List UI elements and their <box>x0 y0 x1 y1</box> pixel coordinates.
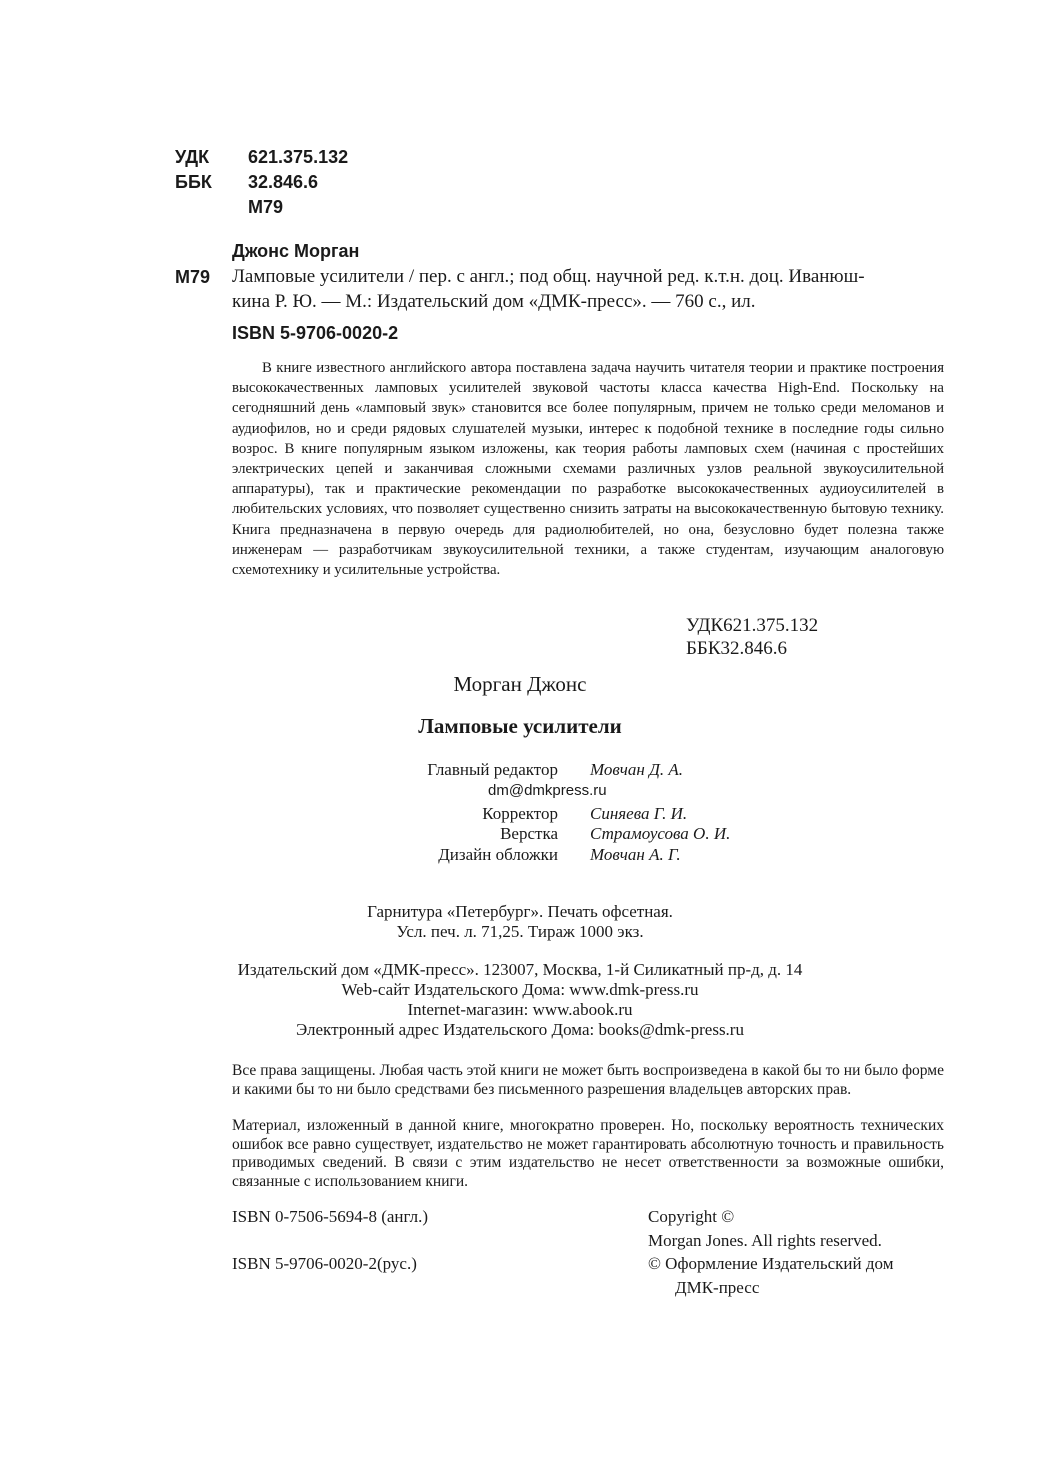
citation-isbn: ISBN 5-9706-0020-2 <box>232 323 399 343</box>
udk-right: УДК621.375.132 <box>686 615 819 636</box>
publisher-shop: Internet-магазин: www.abook.ru <box>407 1000 633 1019</box>
publisher-address: Издательский дом «ДМК-пресс». 123007, Москва, 1-й Силикатный пр-д, д. 14 <box>237 960 803 979</box>
rights-paragraph-2: Материал, изложенный в данной книге, многократно проверен. Но, поскольку вероятность технических ошибок все равно существует, издательство не может гарантировать абсолютную точность и правильность приводимых сведений. В связи с этим издательство не несет ответственности за возможные ошибки, связанные с использованием книги. <box>232 1117 944 1190</box>
publisher-website: Web-сайт Издательского Дома: www.dmk-press.ru <box>341 980 699 999</box>
isbn-english: ISBN 0-7506-5694-8 (англ.) <box>232 1207 429 1226</box>
editor-email: dm@dmkpress.ru <box>488 782 607 799</box>
author-name: Морган Джонс <box>453 672 587 696</box>
book-title: Ламповые усилители <box>418 714 622 738</box>
chief-editor-role: Главный редактор <box>427 760 558 779</box>
cover-design-name: Мовчан А. Г. <box>590 845 681 864</box>
isbn-russian: ISBN 5-9706-0020-2(рус.) <box>232 1254 417 1273</box>
bbk-value: 32.846.6 <box>248 172 319 192</box>
udk-label: УДК <box>175 147 210 167</box>
copyright-line-4: ДМК-пресс <box>675 1278 760 1297</box>
copyright-line-2: Morgan Jones. All rights reserved. <box>648 1231 882 1250</box>
udk-value: 621.375.132 <box>248 147 349 167</box>
bbk-label: ББК <box>175 172 212 192</box>
bbk-right: ББК32.846.6 <box>686 638 787 659</box>
citation-line-2: кина Р. Ю. — М.: Издательский дом «ДМК-пресс». — 760 с., ил. <box>232 291 756 312</box>
abstract: В книге известного английского автора поставлена задача научить читателя теории и практике построения высококачественных ламповых усилителей звуковой частоты класса качества High-End. Поскольку на сегодняшний день «ламповый звук» становится все более популярным, причем не только среди меломанов и аудиофилов, но и среди рядовых слушателей музыки, интерес к подобной технике в последние годы сильно возрос. В книге популярным языком изложены, как теория работы ламповых схем (начиная с простейших электрических цепей и заканчивая сложными схемами различных узлов реальной звукоусилительной аппаратуры), так и практические рекомендации по разработке высококачественных аудиоусилителей в любительских условиях, что позволяет существенно снизить затраты на высококачественную бытовую технику. Книга предназначена в первую очередь для радиолюбителей, но она, безусловно будет полезна также инженерам — разработчикам звукоусилительной техники, а также студентам, изучающим аналоговую схемотехнику и усилительные устройства. <box>232 360 944 579</box>
copyright-line-1: Copyright © <box>648 1207 735 1226</box>
citation-code: М79 <box>175 267 211 287</box>
citation-author: Джонс Морган <box>232 241 360 261</box>
layout-role: Верстка <box>500 824 558 843</box>
author-sign-code: М79 <box>248 197 284 217</box>
publisher-email: Электронный адрес Издательского Дома: books@dmk-press.ru <box>296 1020 744 1039</box>
copyright-line-3: © Оформление Издательский дом <box>648 1254 894 1273</box>
print-info-line-2: Усл. печ. л. 71,25. Тираж 1000 экз. <box>396 922 644 941</box>
citation-line-1: Ламповые усилители / пер. с англ.; под общ. научной ред. к.т.н. доц. Иванюш- <box>232 266 865 287</box>
print-info-line-1: Гарнитура «Петербург». Печать офсетная. <box>367 902 673 921</box>
cover-design-role: Дизайн обложки <box>438 845 558 864</box>
rights-paragraph-1: Все права защищены. Любая часть этой книги не может быть воспроизведена в какой бы то ни было форме и какими бы то ни было средствами без письменного разрешения владельцев авторских прав. <box>232 1062 944 1098</box>
proofreader-name: Синяева Г. И. <box>590 804 688 823</box>
proofreader-role: Корректор <box>482 804 558 823</box>
layout-name: Страмоусова О. И. <box>590 824 731 843</box>
chief-editor-name: Мовчан Д. А. <box>590 760 684 779</box>
